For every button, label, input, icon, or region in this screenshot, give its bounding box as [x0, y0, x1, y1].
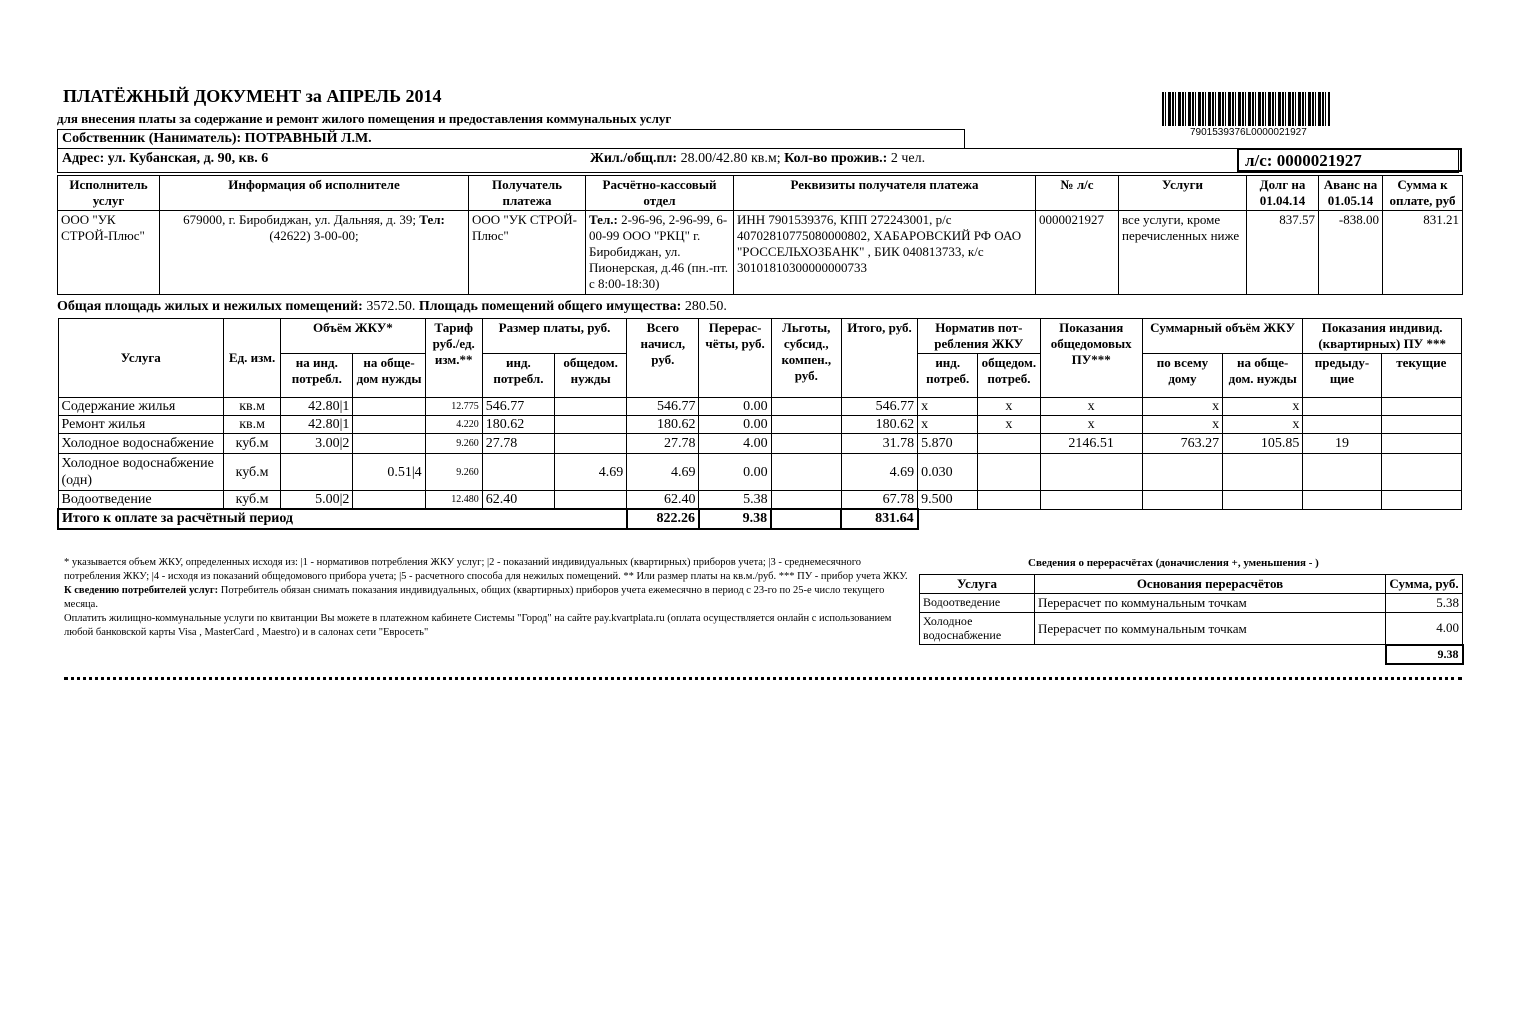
executor-info: [160, 211, 469, 295]
cell-unit: куб.м: [224, 454, 281, 491]
cell-recalc: 0.00: [699, 398, 771, 416]
recalc-table: [919, 574, 1464, 665]
cell-recalc: 0.00: [699, 454, 771, 491]
cell-name: Холодное водоснабжение (одн): [58, 454, 224, 491]
ch-norm-common: общедом. потреб.: [978, 354, 1040, 398]
cell-unit: куб.м: [224, 434, 281, 454]
cell-sum-all: 763.27: [1142, 434, 1222, 454]
ch-size: Размер платы, руб.: [482, 319, 626, 354]
cell-norm-common: [978, 454, 1040, 491]
cell-pay-common: 4.69: [555, 454, 627, 491]
doc-subtitle: для внесения платы за содержание и ремонт жилого помещения и предоставления коммунальных услуг: [57, 111, 672, 126]
total-itogo: 831.64: [841, 509, 917, 529]
cash-tel-label: Тел.:: [589, 212, 618, 227]
area-value: 28.00/42.80 кв.м;: [680, 151, 781, 166]
cell-benefit: [771, 454, 841, 491]
owner-box: [57, 129, 965, 149]
recalc-service: Холодное водоснабжение: [920, 613, 1035, 645]
payee-row: [58, 211, 1463, 295]
address: Адрес: ул. Кубанская, д. 90, кв. 6: [62, 151, 269, 166]
total-benefit: [771, 509, 841, 529]
cell-recalc: 5.38: [699, 491, 771, 510]
cell-tariff: 9.260: [425, 434, 482, 454]
recalc-reason: Перерасчет по коммунальным точкам: [1035, 594, 1386, 613]
cell-vol-common: 0.51|4: [353, 454, 425, 491]
cell-vol-ind: 42.80|1: [281, 398, 353, 416]
charges-total-row: [58, 509, 1462, 529]
cell-total: 4.69: [627, 454, 699, 491]
recalc-total: 9.38: [1386, 645, 1463, 664]
cash-office: [586, 211, 734, 295]
payee-table: [57, 175, 1463, 295]
ph-services: Услуги: [1119, 176, 1247, 211]
cell-sum-all: [1142, 491, 1222, 510]
cell-tariff: 12.775: [425, 398, 482, 416]
ch-total: Всего начисл, руб.: [627, 319, 699, 398]
cell-itogo: 180.62: [841, 416, 917, 434]
area-value-total: 3572.50.: [366, 299, 416, 314]
ph-account: № л/с: [1036, 176, 1119, 211]
ch-pay-ind: инд. потребл.: [482, 354, 554, 398]
total-label: Итого к оплате за расчётный период: [58, 509, 627, 529]
cell-odpu: x: [1040, 416, 1142, 434]
cell-sum-common: x: [1223, 398, 1303, 416]
owner: Собственник (Наниматель): ПОТРАВНЫЙ Л.М.: [62, 131, 372, 146]
recalc-header: [920, 575, 1463, 594]
cell-prev: [1303, 398, 1381, 416]
charges-table: [57, 318, 1462, 530]
cell-norm-ind: 9.500: [918, 491, 978, 510]
cell-sum-all: [1142, 454, 1222, 491]
cell-prev: [1303, 416, 1381, 434]
cell-tariff: 4.220: [425, 416, 482, 434]
residents-label: Кол-во прожив.:: [784, 151, 888, 166]
ch-pay-common: общедом. нужды: [555, 354, 627, 398]
ph-advance: Аванс на 01.05.14: [1319, 176, 1383, 211]
notes: [64, 556, 914, 640]
recalc-service: Водоотведение: [920, 594, 1035, 613]
total-recalc: 9.38: [699, 509, 771, 529]
area-line: [57, 299, 727, 315]
cell-norm-common: x: [978, 398, 1040, 416]
account-box: [1237, 148, 1462, 172]
advance: -838.00: [1319, 211, 1383, 295]
barcode: [1162, 92, 1330, 126]
rh-reason: Основания перерасчётов: [1035, 575, 1386, 594]
info-address: 679000, г. Биробиджан, ул. Дальняя, д. 39;: [183, 212, 417, 227]
info-tel-label: Тел:: [419, 212, 445, 227]
cell-odpu: 2146.51: [1040, 434, 1142, 454]
cell-norm-ind: 5.870: [918, 434, 978, 454]
recalc-sum: 5.38: [1386, 594, 1463, 613]
charge-row: [58, 491, 1462, 510]
charge-row: [58, 454, 1462, 491]
cell-pay-ind: 27.78: [482, 434, 554, 454]
cell-vol-ind: [281, 454, 353, 491]
cut-line: [64, 677, 1462, 680]
cell-sum-all: x: [1142, 416, 1222, 434]
cell-unit: куб.м: [224, 491, 281, 510]
area-label: Жил./общ.пл:: [590, 151, 678, 166]
debt: 837.57: [1247, 211, 1319, 295]
cell-sum-all: x: [1142, 398, 1222, 416]
ch-itogo: Итого, руб.: [841, 319, 917, 398]
recalc-total-row: [920, 645, 1463, 664]
cell-tariff: 12.480: [425, 491, 482, 510]
charge-row: [58, 434, 1462, 454]
cell-odpu: [1040, 491, 1142, 510]
cell-benefit: [771, 416, 841, 434]
cell-vol-ind: 42.80|1: [281, 416, 353, 434]
cell-vol-ind: 3.00|2: [281, 434, 353, 454]
ph-debt: Долг на 01.04.14: [1247, 176, 1319, 211]
rh-service: Услуга: [920, 575, 1035, 594]
cell-pay-ind: 546.77: [482, 398, 554, 416]
cell-total: 180.62: [627, 416, 699, 434]
ch-service: Услуга: [58, 319, 224, 398]
area-info: [590, 149, 925, 169]
ch-norm: Норматив пот-ребления ЖКУ: [918, 319, 1040, 354]
cell-total: 62.40: [627, 491, 699, 510]
charge-row: [58, 416, 1462, 434]
cell-recalc: 0.00: [699, 416, 771, 434]
charges-header-1: [58, 319, 1462, 354]
note-consumers-label: К сведению потребителей услуг:: [64, 585, 219, 596]
cell-cur: [1381, 416, 1461, 434]
info-tel: (42622) 3-00-00;: [269, 228, 359, 243]
cell-vol-common: [353, 398, 425, 416]
cell-benefit: [771, 491, 841, 510]
cell-name: Холодное водоснабжение: [58, 434, 224, 454]
charge-row: [58, 398, 1462, 416]
cell-cur: [1381, 491, 1461, 510]
services: все услуги, кроме перечисленных ниже: [1119, 211, 1247, 295]
cell-pay-common: [555, 434, 627, 454]
cash-text: 2-96-96, 2-96-99, 6-00-99 ООО "РКЦ" г. Биробиджан, ул. Пионерская, д.46 (пн.-пт. с 8:00-18:30): [589, 212, 729, 291]
ph-topay: Сумма к оплате, руб: [1383, 176, 1463, 211]
area-label-total: Общая площадь жилых и нежилых помещений:: [57, 299, 363, 314]
cell-name: Содержание жилья: [58, 398, 224, 416]
ch-vol-common: на обще-дом нужды: [353, 354, 425, 398]
ch-sumvol: Суммарный объём ЖКУ: [1142, 319, 1303, 354]
executor: ООО "УК СТРОЙ-Плюс": [58, 211, 160, 295]
note-payment: Оплатить жилищно-коммунальные услуги по квитанции Вы можете в платежном кабинете Системы "Город" на сайте pay.kvartplata.ru (оплата осуществляется онлайн с использованием любой банковской карты Visa , MasterCard , Maestro) и в салонах сети "Евросеть": [64, 613, 892, 638]
note-consumers: [64, 584, 914, 612]
total-empty: [918, 509, 1462, 529]
cell-pay-common: [555, 491, 627, 510]
ph-executor: Исполнитель услуг: [58, 176, 160, 211]
cell-tariff: 9.260: [425, 454, 482, 491]
cell-sum-common: x: [1223, 416, 1303, 434]
ch-norm-ind: инд. потреб.: [918, 354, 978, 398]
cell-cur: [1381, 398, 1461, 416]
cell-pay-ind: 62.40: [482, 491, 554, 510]
cell-recalc: 4.00: [699, 434, 771, 454]
account-number: л/с: 0000021927: [1245, 151, 1362, 170]
recalc-title: Сведения о перерасчётах (доначисления +, уменьшения - ): [1028, 557, 1319, 569]
ch-odpu: Показания общедомовых ПУ***: [1040, 319, 1142, 398]
ch-benefits: Льготы, субсид., компен., руб.: [771, 319, 841, 398]
ch-sum-common: на обще-дом. нужды: [1223, 354, 1303, 398]
recalc-row: [920, 613, 1463, 645]
cell-pay-common: [555, 398, 627, 416]
ch-ipu: Показания индивид. (квартирных) ПУ ***: [1303, 319, 1462, 354]
ph-recipient: Получатель платежа: [469, 176, 586, 211]
cell-norm-ind: x: [918, 416, 978, 434]
cell-itogo: 31.78: [841, 434, 917, 454]
cell-norm-common: [978, 491, 1040, 510]
cell-sum-common: [1223, 454, 1303, 491]
cell-total: 546.77: [627, 398, 699, 416]
rh-sum: Сумма, руб.: [1386, 575, 1463, 594]
total-sum: 822.26: [627, 509, 699, 529]
cell-benefit: [771, 434, 841, 454]
cell-name: Ремонт жилья: [58, 416, 224, 434]
account-no: 0000021927: [1036, 211, 1119, 295]
cell-itogo: 4.69: [841, 454, 917, 491]
cell-odpu: x: [1040, 398, 1142, 416]
cell-sum-common: 105.85: [1223, 434, 1303, 454]
ch-sum-all: по всему дому: [1142, 354, 1222, 398]
ch-tariff: Тариф руб./ед. изм.**: [425, 319, 482, 398]
ph-info: Информация об исполнителе: [160, 176, 469, 211]
to-pay: 831.21: [1383, 211, 1463, 295]
cell-norm-ind: 0.030: [918, 454, 978, 491]
ch-vol-ind: на инд. потребл.: [281, 354, 353, 398]
recalc-sum: 4.00: [1386, 613, 1463, 645]
cell-prev: 19: [1303, 434, 1381, 454]
recalc-row: [920, 594, 1463, 613]
cell-cur: [1381, 454, 1461, 491]
cell-vol-common: [353, 434, 425, 454]
cell-norm-common: x: [978, 416, 1040, 434]
cell-cur: [1381, 434, 1461, 454]
cell-vol-ind: 5.00|2: [281, 491, 353, 510]
cell-pay-common: [555, 416, 627, 434]
cell-prev: [1303, 491, 1381, 510]
recalc-reason: Перерасчет по коммунальным точкам: [1035, 613, 1386, 645]
cell-norm-ind: x: [918, 398, 978, 416]
cell-norm-common: [978, 434, 1040, 454]
area-label-common: Площадь помещений общего имущества:: [418, 299, 682, 314]
payee-header: [58, 176, 1463, 211]
cell-vol-common: [353, 491, 425, 510]
ch-cur: текущие: [1381, 354, 1461, 398]
cell-itogo: 546.77: [841, 398, 917, 416]
cell-prev: [1303, 454, 1381, 491]
ch-recalc: Перерас-чёты, руб.: [699, 319, 771, 398]
ch-prev: предыду-щие: [1303, 354, 1381, 398]
cell-sum-common: [1223, 491, 1303, 510]
cell-name: Водоотведение: [58, 491, 224, 510]
ch-unit: Ед. изм.: [224, 319, 281, 398]
ch-volume: Объём ЖКУ*: [281, 319, 425, 354]
ph-cash: Расчётно-кассовый отдел: [586, 176, 734, 211]
recipient: ООО "УК СТРОЙ-Плюс": [469, 211, 586, 295]
cell-unit: кв.м: [224, 398, 281, 416]
ph-requisites: Реквизиты получателя платежа: [734, 176, 1036, 211]
cell-pay-ind: 180.62: [482, 416, 554, 434]
requisites: ИНН 7901539376, КПП 272243001, р/с 40702810775080000802, ХАБАРОВСКИЙ РФ ОАО "РОССЕЛЬХОЗБАНК" , БИК 040813733, к/с 30101810300000000733: [734, 211, 1036, 295]
cell-total: 27.78: [627, 434, 699, 454]
barcode-text: 7901539376L0000021927: [1190, 127, 1307, 138]
cell-vol-common: [353, 416, 425, 434]
cell-benefit: [771, 398, 841, 416]
area-value-common: 280.50.: [684, 299, 727, 314]
note-legend: * указывается объем ЖКУ, определенных исходя из: |1 - нормативов потребления ЖКУ услуг; |2 - показаний индивидуальных (квартирных) приборов учета; |3 - среднемесячного потребления ЖКУ; |4 - исходя из показаний общедомового прибора учета; |5 - расчетного способа для нежилых помещений. ** Или размер платы на кв.м./руб. *** ПУ - прибор учета ЖКУ.: [64, 557, 908, 582]
cell-unit: кв.м: [224, 416, 281, 434]
cell-odpu: [1040, 454, 1142, 491]
residents-value: 2 чел.: [890, 151, 926, 166]
cell-itogo: 67.78: [841, 491, 917, 510]
doc-title: ПЛАТЁЖНЫЙ ДОКУМЕНТ за АПРЕЛЬ 2014: [63, 86, 442, 106]
cell-pay-ind: [482, 454, 554, 491]
note-consumers-text: Потребитель обязан снимать показания индивидуальных, общих (квартирных) приборов учета ежемесячно в период с 23-го по 25-е число текущего месяца.: [64, 585, 885, 610]
recalc-total-empty: [920, 645, 1386, 664]
